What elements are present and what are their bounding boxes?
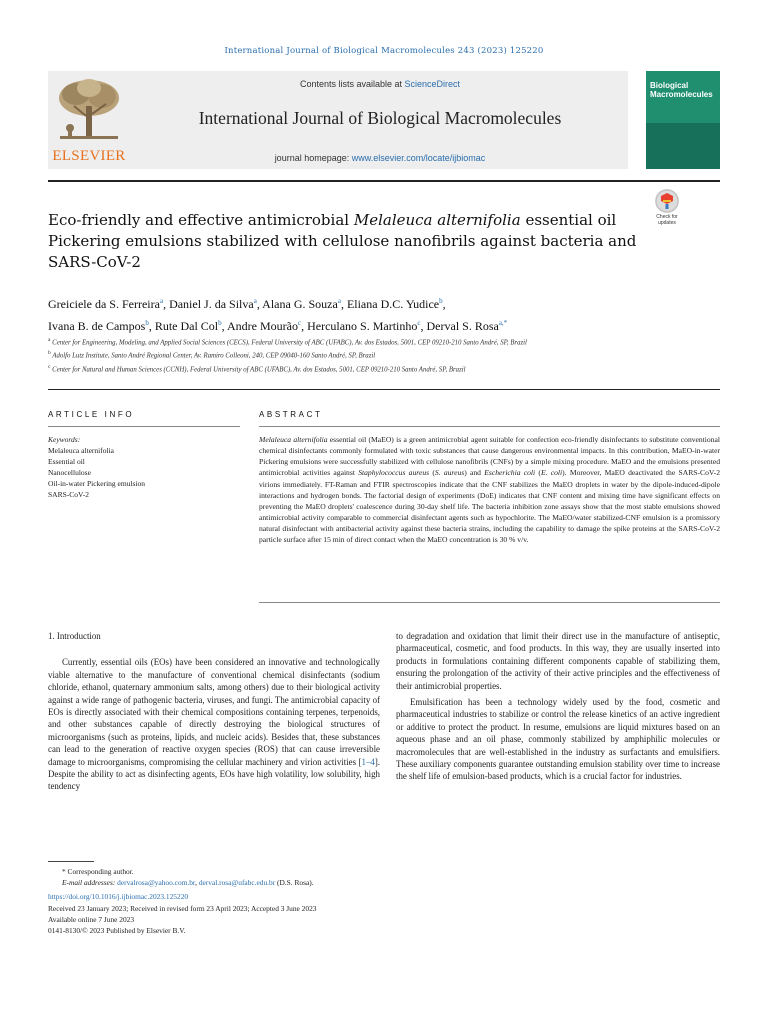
abstract-segment: ( (535, 468, 541, 478)
author-affiliation-sup[interactable]: c (417, 319, 421, 327)
author-name[interactable]: Rute Dal Col (154, 319, 219, 333)
contents-prefix: Contents lists available at (299, 79, 405, 89)
abstract-species: Staphylococcus aureus (358, 468, 430, 478)
title-part: Eco-friendly and effective antimicrobial (48, 211, 354, 229)
body-paragraph: to degradation and oxidation that limit their direct use in the manufacture of antiseptic, pharmaceutical, cosmetic, and food products. In this way, they are usually inserted into products in formulations containing different components capable of stabilizing them, ensuring the prolongation of the activity of their active principles and the effectiveness of their antimicrobial properties. (396, 631, 720, 691)
affiliation-text: Center for Natural and Human Sciences (CCNH), Federal University of ABC (UFABC), Av. dos Estados, 5001, CEP 09210-210 Santo André, SP, Brazil (52, 365, 466, 373)
keywords-block (48, 434, 248, 500)
abstract-bottom-divider (259, 602, 720, 603)
section-heading-introduction: 1. Introduction (48, 631, 101, 641)
email-suffix: (D.S. Rosa). (275, 878, 314, 888)
author-name[interactable]: Daniel J. da Silva (169, 297, 254, 311)
author-affiliation-sup[interactable]: a (337, 297, 341, 305)
elsevier-wordmark: ELSEVIER (52, 148, 126, 164)
article-info-divider (48, 426, 240, 427)
author-name[interactable]: Greiciele da S. Ferreira (48, 297, 160, 311)
cover-title-line: Biological (650, 81, 689, 90)
abstract-text (259, 434, 720, 546)
body-column-left (48, 630, 380, 793)
keyword-item: Oil-in-water Pickering emulsion (48, 479, 146, 488)
abstract-segment: ( (429, 468, 435, 478)
cover-title (650, 81, 718, 99)
abstract-divider (259, 426, 720, 427)
footnote-divider (48, 861, 94, 862)
author-name[interactable]: Derval S. Rosa (426, 319, 499, 333)
author-sep: , (221, 319, 227, 333)
journal-cover-thumbnail[interactable] (646, 71, 720, 169)
journal-citation[interactable]: International Journal of Biological Macromolecules 243 (2023) 125220 (224, 46, 544, 56)
author-sep: , (163, 297, 170, 311)
affiliation-letter: a (48, 337, 51, 343)
email-addresses (48, 877, 720, 888)
affiliation-letter: b (48, 350, 51, 357)
author-affiliation-sup[interactable]: a,* (498, 319, 508, 327)
author-name[interactable]: Alana G. Souza (262, 297, 338, 311)
author-affiliation-sup[interactable]: b (439, 297, 443, 305)
available-online: Available online 7 June 2023 (48, 914, 135, 924)
abstract-species: Escherichia coli (484, 468, 536, 478)
cover-title-line: Macromolecules (650, 90, 713, 99)
check-for-updates-button[interactable] (650, 189, 684, 231)
affiliation-letter: c (48, 363, 51, 370)
author-name[interactable]: Ivana B. de Campos (48, 319, 146, 333)
affiliation-item (48, 348, 688, 361)
title-species: Melaleuca alternifolia (353, 211, 521, 229)
abstract-species: Melaleuca alternifolia (259, 435, 328, 444)
keywords-label: Keywords: (48, 435, 81, 444)
email-label: E-mail addresses: (62, 878, 116, 888)
author-sep: , (256, 297, 263, 311)
affiliation-item (48, 335, 688, 348)
section-divider (48, 389, 720, 390)
journal-homepage-line (130, 153, 630, 163)
affiliations (48, 335, 688, 375)
author-affiliation-sup[interactable]: b (145, 319, 149, 327)
affiliation-text: Center for Engineering, Modeling, and Applied Social Sciences (CECS), Federal University of ABC (UFABC), Av. dos Estados, 5001, CEP 09210-210 Santo André, SP, Brazil (52, 339, 527, 347)
author-sep: , (148, 319, 155, 333)
author-affiliation-sup[interactable]: a (253, 297, 257, 305)
abstract-segment: ). Moreover, MaEO deactivated the SARS-CoV-2 virions immediately. FT-Raman and FTIR spectroscopies indicate that the CNF stabilizes the MaEO droplets in water by the dipole-induced-dipole interactions and hydrogen bonds. The factorial design of experiments (DoE) indicates that CNF content and mixing time have significant effects on preventing the MaEO droplets' coalescence during 30-day shelf life. The bacteria inhibition zone assays show that the most stable emulsions showed antimicrobial activity comparable to commercial disinfectant agents such as hypochlorite. The MaEO/water stabilized-CNF emulsion is a promissory natural disinfectant with antibacterial activity against these bacteria strains, including the capability to damage the spike proteins at the SARS-CoV-2 particle surface after 15 min of direct contact when the MaEO concentration is 30 % v/v. (259, 468, 720, 545)
received-dates: Received 23 January 2023; Received in revised form 23 April 2023; Accepted 3 June 2023 (48, 903, 317, 913)
author-name[interactable]: Andre Mourão (226, 319, 298, 333)
journal-homepage-link[interactable]: www.elsevier.com/locate/ijbiomac (351, 153, 486, 163)
keyword-item: Melaleuca alternifolia (48, 446, 115, 455)
body-paragraph: Emulsification has been a technology widely used by the food, cosmetic and pharmaceutical industries to stabilize or control the release kinetics of an active ingredient or additive to protect the product. In resume, emulsions are liquid mixtures based on an aqueous phase and an oil phase, commonly stabilized by amphiphilic molecules or macromolecules that are well-established in the industry as surfactants and emulsifiers. These auxiliary components guarantee outstanding emulsion stability over time to increase the shelf life of emulsion-based products, which is a crucial factor for industries. (396, 697, 720, 782)
author-sep: , (442, 297, 446, 311)
check-updates-line: Check for (656, 214, 678, 220)
keyword-item: SARS-CoV-2 (48, 490, 89, 499)
check-updates-line: updates (658, 220, 676, 226)
contents-available-line (130, 79, 630, 89)
author-list (48, 292, 688, 336)
check-updates-icon (655, 189, 679, 213)
affiliation-item (48, 362, 688, 375)
abstract-segment: essential oil (MaEO) is a green antimicrobial agent suitable for confection eco-friendly disinfectants to substitute conventional chemical disinfectants commonly formulated with toxic substances that cause dangerous environmental impacts. In this contribution, MaEO-in-water Pickering emulsions were successfully stabilized with cellulose nanofibrils (CNFs) by a simple mixing procedure. MaEO and the emulsions presented antimicrobial activities against (259, 435, 720, 478)
keyword-item: Nanocellulose (48, 468, 91, 477)
check-updates-label (650, 214, 684, 226)
author-sep: , (420, 319, 427, 333)
cover-graphic (646, 123, 720, 169)
article-info-heading: ARTICLE INFO (48, 410, 135, 419)
title-part: essential oil Pickering emulsions stabilized with cellulose nanofibrils against bacteria and SARS-CoV-2 (48, 211, 637, 271)
author-affiliation-sup[interactable]: c (297, 319, 302, 327)
abstract-segment: ) and (464, 468, 485, 478)
author-name[interactable]: Herculano S. Martinho (307, 319, 418, 333)
elsevier-tree-icon (52, 76, 126, 144)
author-sep: , (301, 319, 308, 333)
author-affiliation-sup[interactable]: b (218, 319, 222, 327)
abstract-heading: ABSTRACT (259, 410, 323, 419)
doi-line (48, 891, 720, 902)
article-title (48, 210, 643, 273)
email-sep: , (195, 878, 199, 888)
elsevier-logo[interactable] (48, 74, 130, 166)
copyright-line: 0141-8130/© 2023 Published by Elsevier B.V. (48, 926, 186, 936)
sciencedirect-link[interactable]: ScienceDirect (404, 79, 461, 89)
abstract-species: E. coli (540, 468, 563, 478)
doi-link[interactable]: https://doi.org/10.1016/j.ijbiomac.2023.125220 (48, 892, 189, 902)
body-column-right (396, 630, 720, 783)
email-link[interactable]: derval.rosa@ufabc.edu.br (198, 878, 276, 888)
email-link[interactable]: dervalrosa@yahoo.com.br (117, 878, 196, 888)
author-sep: , (340, 297, 347, 311)
abstract-species: S. aureus (434, 468, 465, 478)
homepage-prefix: journal homepage: (274, 153, 352, 163)
author-affiliation-sup[interactable]: a (159, 297, 164, 305)
author-name[interactable]: Eliana D.C. Yudice (346, 297, 440, 311)
affiliation-text: Adolfo Lutz Institute, Santo André Regional Center, Av. Ramiro Colleoni, 240, CEP 09040-160 Santo André, SP, Brazil (52, 352, 376, 360)
body-paragraph (48, 656, 380, 792)
corresponding-author-note: * Corresponding author. (62, 867, 134, 876)
footnotes (48, 866, 720, 936)
paragraph-text: ]. Despite the ability to act as disinfecting agents, EOs have high volatility, low solubility, high tendency (48, 756, 380, 792)
reference-link[interactable]: 1–4 (361, 756, 375, 767)
header-divider (48, 180, 720, 182)
paragraph-text: Currently, essential oils (EOs) have been considered an innovative and technologically viable alternative to the manufacture of conventional chemical disinfectants (sodium chloride, ethanol, quaternary ammonium salts, among others) due to their biological activity against a wide range of pathogenic bacteria, viruses, and fungi. The antimicrobial capacity of EOs is directly associated with their chemical compositions containing terpenes, terpenoids, and other substances capable of directly destroying the biological structures of microorganisms (such as proteins, lipids, and nucleic acids). Besides that, these substances can lead to the generation of reactive oxygen species (ROS) that can cause irreversible damage to microorganisms, compromising the cellular machinery and virion activities [ (48, 657, 380, 767)
journal-name: International Journal of Biological Macromolecules (198, 108, 562, 128)
keyword-item: Essential oil (48, 457, 85, 466)
